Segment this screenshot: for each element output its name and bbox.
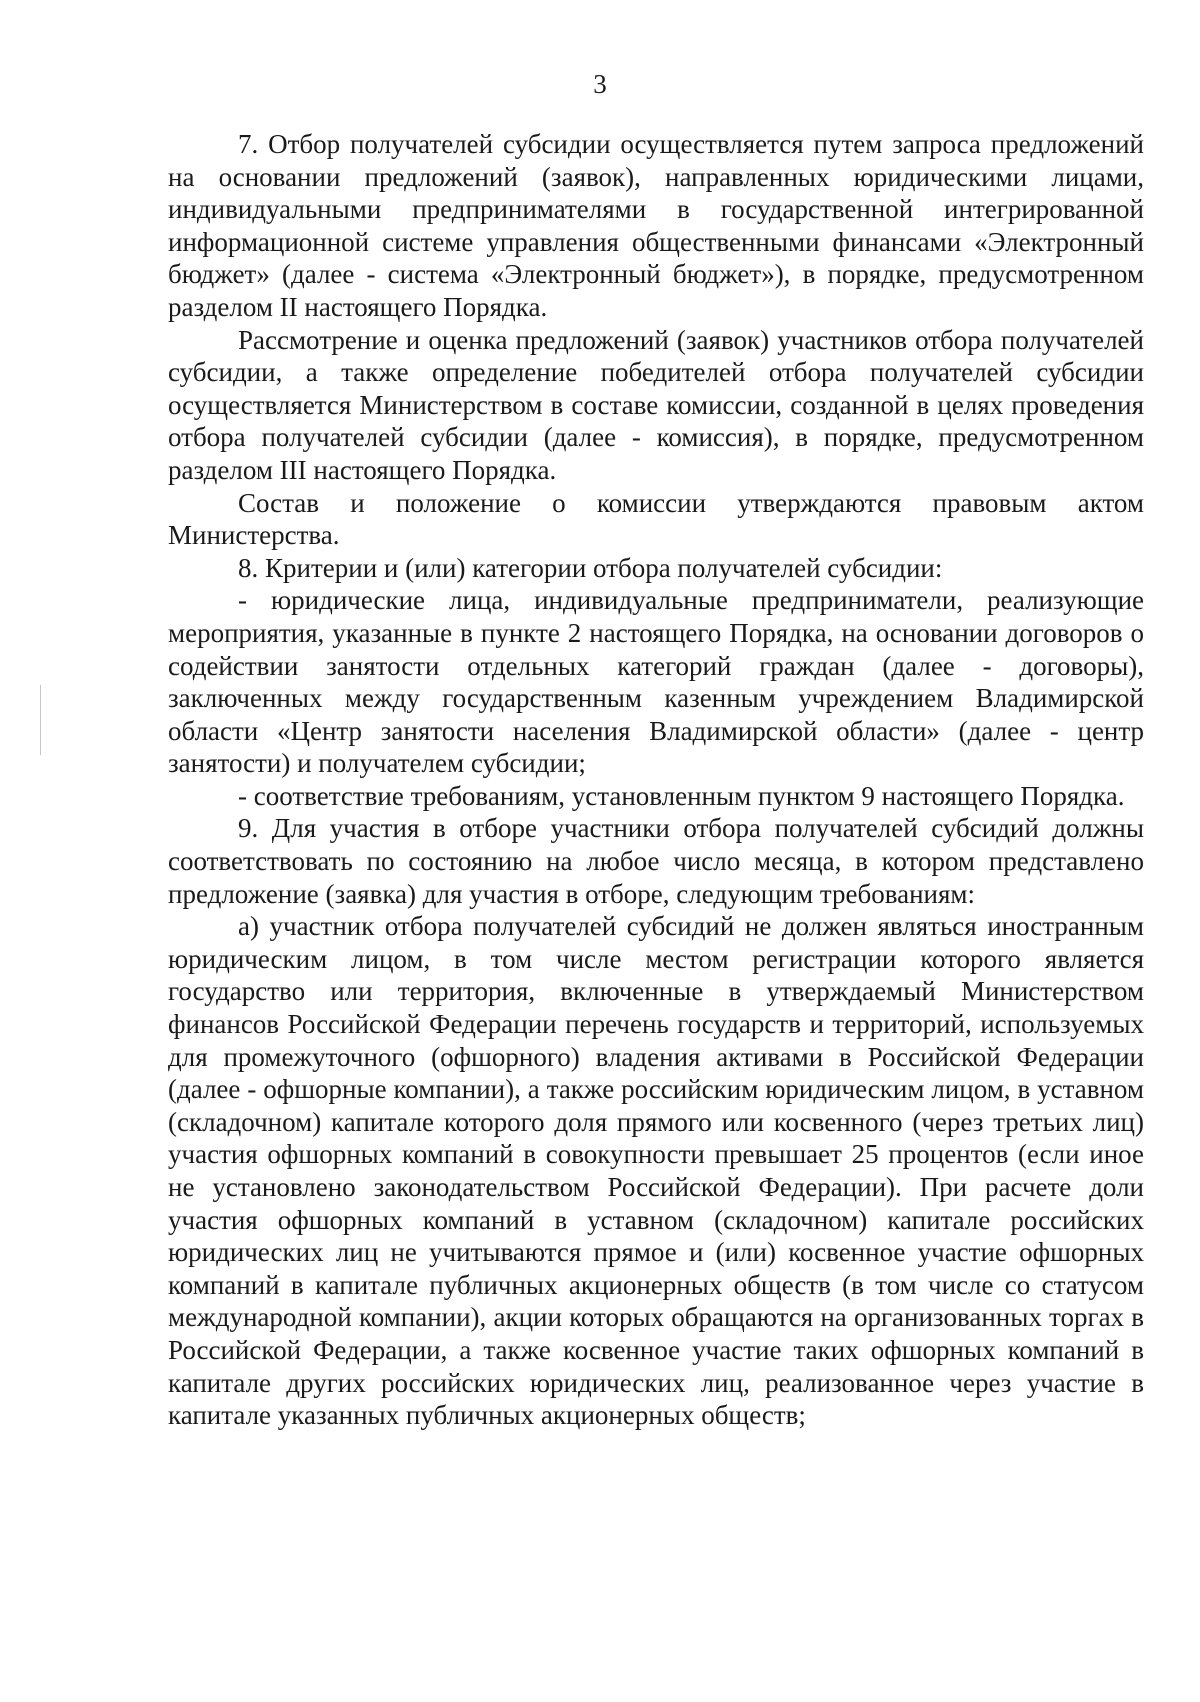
paragraph-8-item-1: - юридические лица, индивидуальные предприниматели, реализующие мероприятия, указанные в пункте 2 настоящего Порядка, на основании договоров о содействии занятости отдельных категорий граждан (далее - договоры), заключенных между государственным казенным учреждением Владимирской области «Центр занятости населения Владимирской области» (далее - центр занятости) и получателем субсидии; bbox=[168, 585, 1144, 779]
paragraph-review: Рассмотрение и оценка предложений (заявок) участников отбора получателей субсидии, а также определение победителей отбора получателей субсидии осуществляется Министерством в составе комиссии, созданной в целях проведения отбора получателей субсидии (далее - комиссия), в порядке, предусмотренном разделом III настоящего Порядка. bbox=[168, 324, 1144, 485]
paragraph-commission: Состав и положение о комиссии утверждаются правовым актом Министерства. bbox=[168, 487, 1144, 551]
paragraph-9: 9. Для участия в отборе участники отбора получателей субсидий должны соответствовать по состоянию на любое число месяца, в котором представлено предложение (заявка) для участия в отборе, следующим требованиям: bbox=[168, 813, 1144, 909]
page-number: 3 bbox=[593, 69, 607, 99]
paragraph-7: 7. Отбор получателей субсидии осуществляется путем запроса предложений на основании предложений (заявок), направленных юридическими лицами, индивидуальными предпринимателями в государственной интегрированной информационной системе управления общественными финансами «Электронный бюджет» (далее - система «Электронный бюджет»), в порядке, предусмотренном разделом II настоящего Порядка. bbox=[168, 129, 1144, 322]
document-body bbox=[168, 128, 1144, 1432]
scan-margin-mark bbox=[40, 685, 41, 755]
paragraph-8-heading: 8. Критерии и (или) категории отбора получателей субсидии: bbox=[238, 552, 943, 583]
paragraph-8-item-2: - соответствие требованиям, установленным пунктом 9 настоящего Порядка. bbox=[238, 780, 1125, 811]
paragraph-9-a: а) участник отбора получателей субсидий не должен являться иностранным юридическим лицом, в том числе местом регистрации которого является государство или территория, включенные в утверждаемый Министерством финансов Российской Федерации перечень государств и территорий, используемых для промежуточного (офшорного) владения активами в Российской Федерации (далее - офшорные компании), а также российским юридическим лицом, в уставном (складочном) капитале которого доля прямого или косвенного (через третьих лиц) участия офшорных компаний в совокупности превышает 25 процентов (если иное не установлено законодательством Российской Федерации). При расчете доли участия офшорных компаний в уставном (складочном) капитале российских юридических лиц не учитываются прямое и (или) косвенное участие офшорных компаний в капитале публичных акционерных обществ (в том числе со статусом международной компании), акции которых обращаются на организованных торгах в Российской Федерации, а также косвенное участие таких офшорных компаний в капитале других российских юридических лиц, реализованное через участие в капитале указанных публичных акционерных обществ; bbox=[168, 911, 1144, 1431]
